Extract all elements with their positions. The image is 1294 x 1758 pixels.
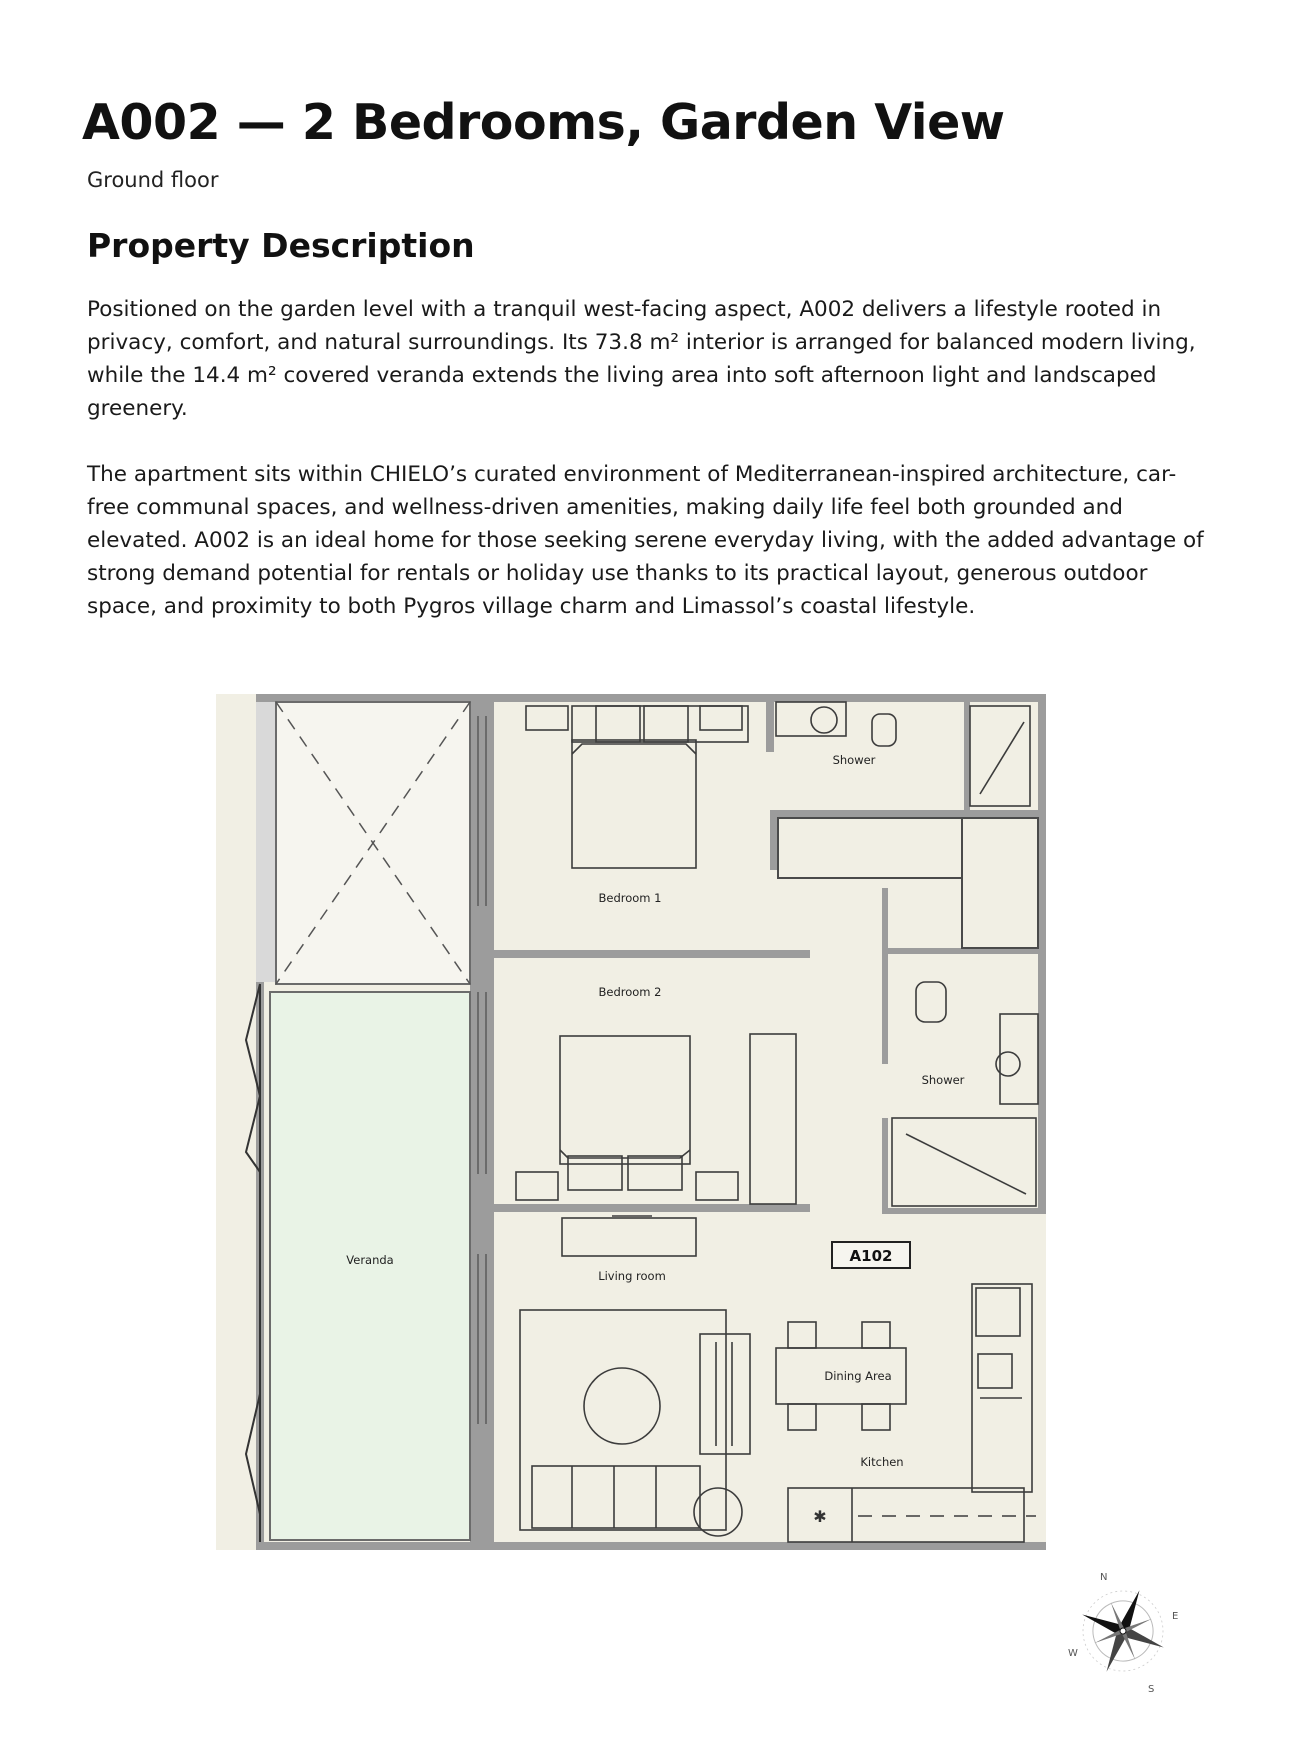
room-label-bedroom-1: Bedroom 1 [598, 891, 662, 905]
compass-east: E [1172, 1611, 1179, 1622]
page-title: A002 — 2 Bedrooms, Garden View [82, 94, 1005, 151]
compass-west: W [1068, 1648, 1078, 1659]
description-paragraph-1: Positioned on the garden level with a tranquil west-facing aspect, A002 delivers a lifestyle rooted in privacy, comfort, and natural surroundings. Its 73.8 m² interior is arranged for balanced modern living, while the 14.4 m² covered veranda extends the living area into soft afternoon light and landscaped greenery. [87, 297, 1196, 421]
room-label-shower-2: Shower [921, 1073, 965, 1087]
room-label-kitchen: Kitchen [860, 1455, 904, 1469]
room-label-dining-area: Dining Area [824, 1369, 892, 1383]
compass-north: N [1100, 1572, 1108, 1583]
floor-plan [216, 694, 1046, 1550]
svg-text:✱: ✱ [813, 1507, 827, 1526]
section-heading: Property Description [87, 226, 475, 265]
room-label-veranda: Veranda [346, 1253, 394, 1267]
room-label-shower-1: Shower [832, 753, 876, 767]
room-label-living-room: Living room [598, 1269, 666, 1283]
compass-rose-icon [1058, 1566, 1188, 1696]
room-label-bedroom-2: Bedroom 2 [598, 985, 662, 999]
compass-south: S [1148, 1684, 1155, 1695]
unit-tag-label: A102 [849, 1247, 893, 1265]
floor-subtitle: Ground floor [87, 168, 219, 192]
description-paragraph-2: The apartment sits within CHIELO’s curated environment of Mediterranean-inspired architecture, car-free communal spaces, and wellness-driven amenities, making daily life feel both grounded and elevated. A002 is an ideal home for those seeking serene everyday living, with the added advantage of strong demand potential for rentals or holiday use thanks to its practical layout, generous outdoor space, and proximity to both Pygros village charm and Limassol’s coastal lifestyle. [87, 462, 1204, 619]
